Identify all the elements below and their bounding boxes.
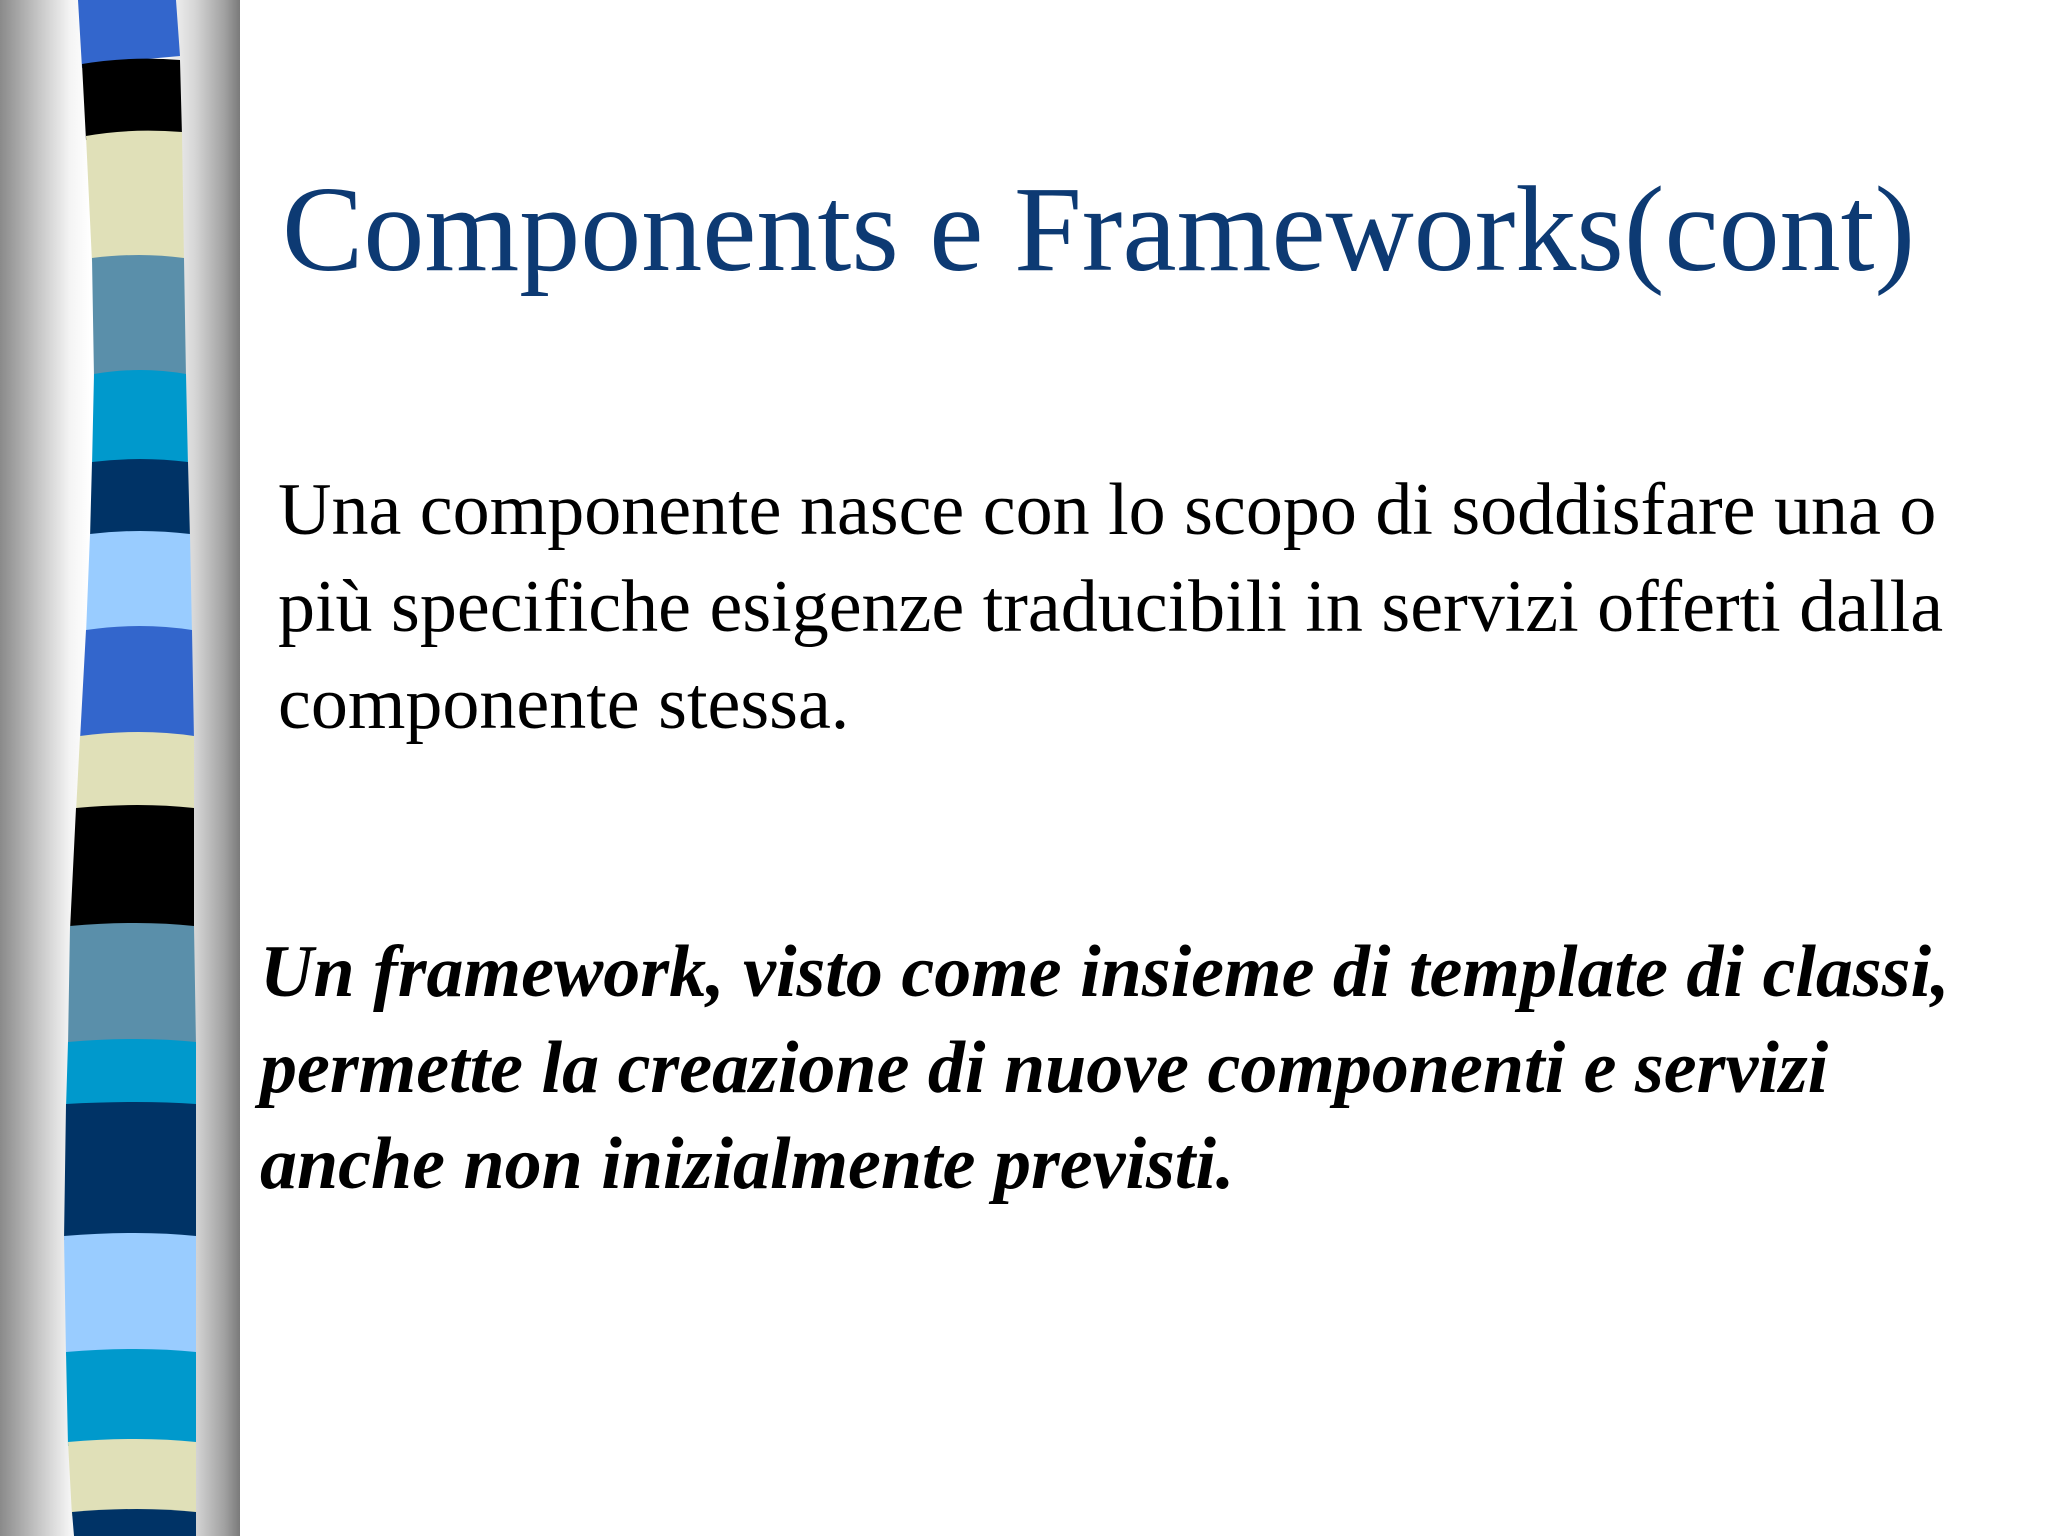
- slide-title: Components e Frameworks(cont): [282, 162, 1916, 297]
- stripe-teal-2: [68, 923, 196, 1046]
- stripe-teal-1: [92, 255, 186, 378]
- stripe-cream-3: [68, 1439, 196, 1516]
- paragraph-framework-definition: Un framework, visto come insieme di template di classi, permette la creazione di nuove componenti e servizi anche non inizialmente previsti.: [260, 931, 1950, 1205]
- stripe-blue-1: [78, 0, 180, 68]
- stripe-cyan-2: [66, 1039, 196, 1108]
- stripe-lightblue-1: [86, 531, 192, 634]
- stripe-navy-1: [90, 459, 190, 538]
- decorative-sidebar: [0, 0, 240, 1536]
- stripe-black-1: [82, 59, 182, 140]
- stripe-blue-2: [80, 626, 194, 740]
- stripe-cyan-3: [66, 1349, 196, 1446]
- decorative-stripes: [0, 0, 240, 1536]
- stripe-cream-2: [76, 732, 194, 812]
- stripe-lightblue-2: [64, 1233, 196, 1356]
- stripe-cyan-1: [92, 370, 188, 466]
- stripe-cream-1: [86, 131, 184, 262]
- stripe-black-2: [70, 805, 194, 930]
- stripe-navy-2: [64, 1102, 196, 1240]
- paragraph-component-definition: Una componente nasce con lo scopo di soddisfare una o più specifiche esigenze traducibili in servizi offerti dalla componente stessa.: [278, 469, 1944, 745]
- stripe-navy-3: [72, 1509, 196, 1536]
